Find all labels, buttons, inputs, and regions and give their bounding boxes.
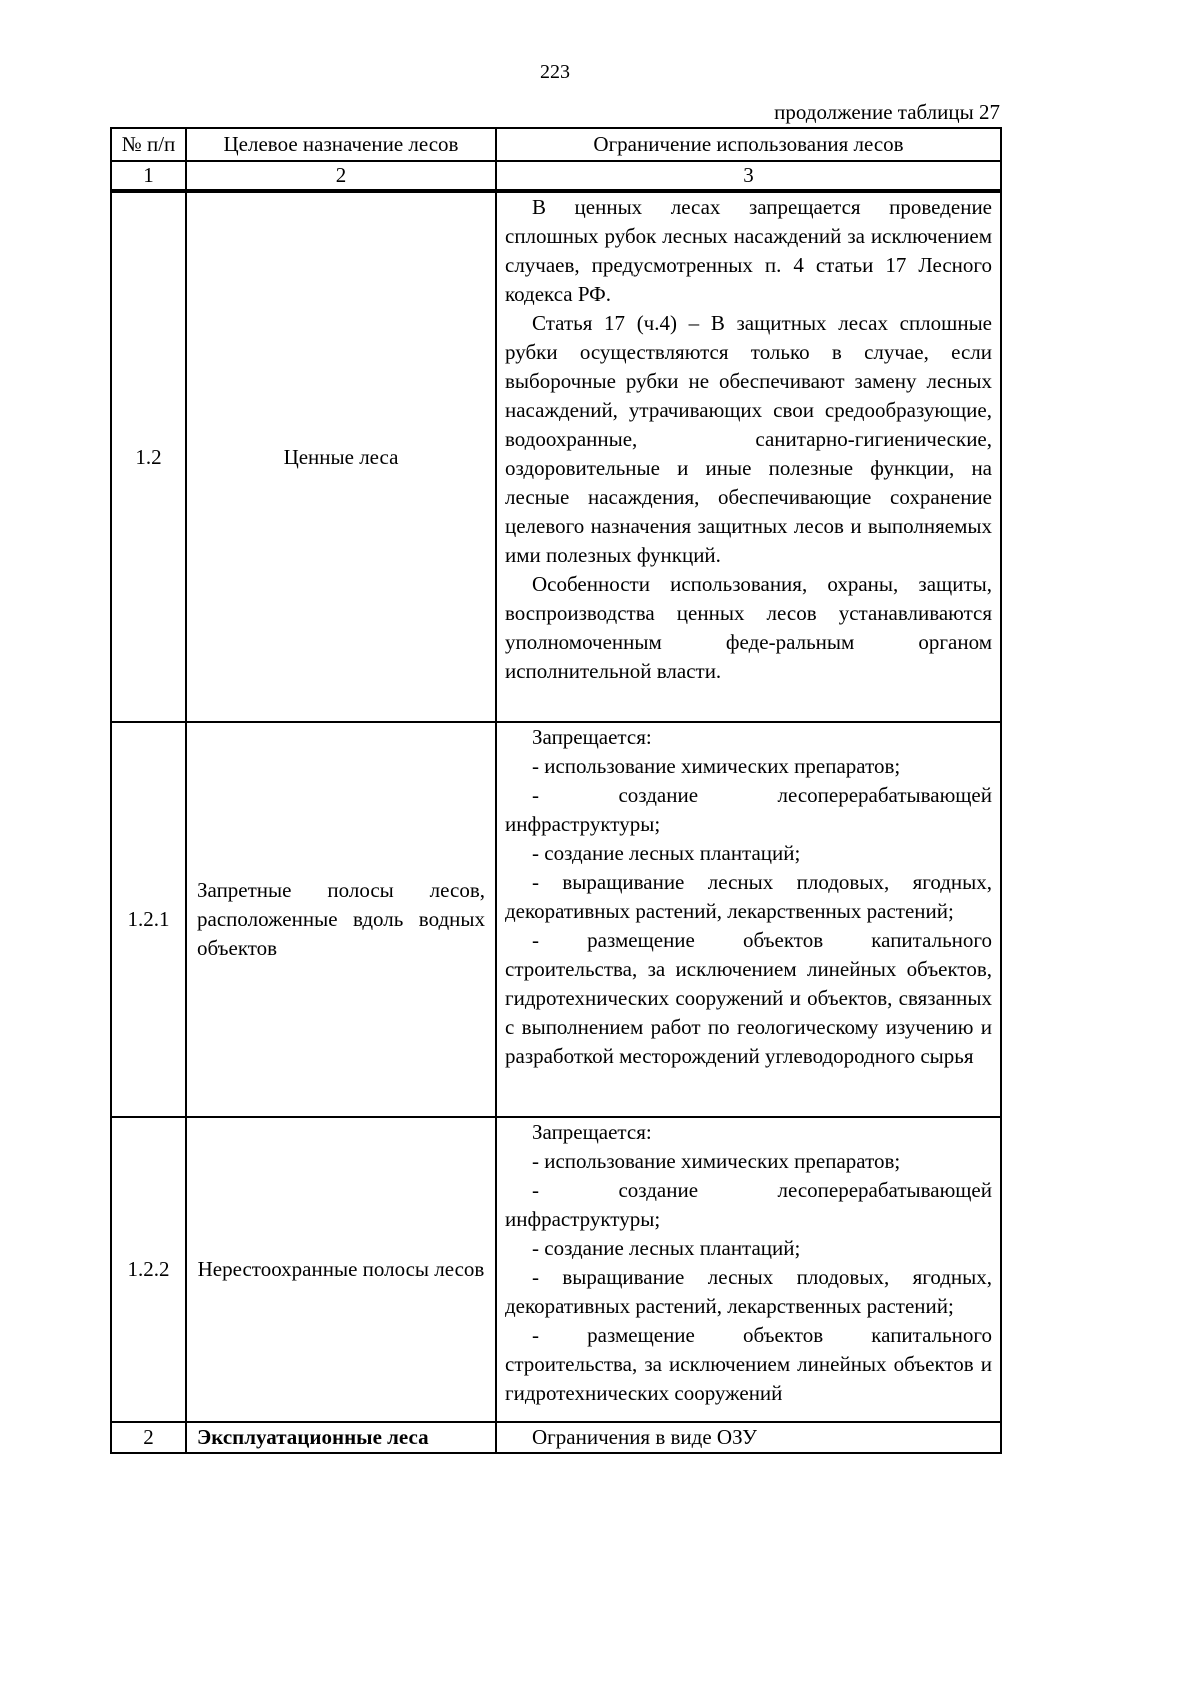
column-number-3: 3 (496, 161, 1001, 191)
header-cell-restrictions: Ограничение использования лесов (496, 128, 1001, 161)
header-row (111, 128, 1001, 161)
row-number-cell: 2 (111, 1422, 186, 1453)
restriction-paragraph: Особенности использования, охраны, защиты, воспроизводства ценных лесов устанавливаются уполномоченным феде-ральным органом исполнительной власти. (505, 572, 992, 683)
forest-restrictions-table (110, 127, 1002, 1454)
restriction-list-item: - выращивание лесных плодовых, ягодных, декоративных растений, лекарственных растений; (505, 1265, 992, 1318)
restriction-paragraph: Ограничения в виде ОЗУ (532, 1425, 757, 1449)
restriction-paragraph: Запрещается: (532, 725, 652, 749)
row-number-cell: 1.2.1 (111, 722, 186, 1117)
restriction-list-item: - размещение объектов капитального строительства, за исключением линейных объектов и гидротехнических сооружений (505, 1323, 992, 1405)
restrictions-cell (496, 1117, 1001, 1422)
table-row-2 (111, 1422, 1001, 1453)
restriction-list-item: - создание лесных плантаций; (532, 841, 801, 865)
table-row-1-2-1 (111, 722, 1001, 1117)
table-header (111, 128, 1001, 191)
restrictions-cell (496, 191, 1001, 722)
restriction-list-item: - создание лесоперерабатывающей инфраструктуры; (505, 1178, 992, 1231)
forest-purpose-cell: Нерестоохранные полосы лесов (186, 1117, 496, 1422)
table-row-1-2 (111, 191, 1001, 722)
forest-purpose-cell: Эксплуатационные леса (186, 1422, 496, 1453)
table-row-1-2-2 (111, 1117, 1001, 1422)
forest-purpose-cell: Ценные леса (186, 191, 496, 722)
restriction-list-item: - создание лесных плантаций; (532, 1236, 801, 1260)
restriction-list-item: - создание лесоперерабатывающей инфраструктуры; (505, 783, 992, 836)
restriction-paragraph: Статья 17 (ч.4) – В защитных лесах сплошные рубки осуществляются только в случае, если выборочные рубки не обеспечивают замену лесных насаждений, утрачивающих свои средообразующие, водоохранные, санитарно-гигиенические, оздоровительные и иные полезные функции, на лесные насаждения, обеспечивающие сохранение целевого назначения защитных лесов и выполняемых ими полезных функций. (505, 311, 992, 567)
table-caption: продолжение таблицы 27 (774, 100, 1000, 124)
column-numbering-row (111, 161, 1001, 191)
restrictions-cell (496, 1422, 1001, 1453)
restriction-list-item: - выращивание лесных плодовых, ягодных, декоративных растений, лекарственных растений; (505, 870, 992, 923)
forest-purpose-cell: Запретные полосы лесов, расположенные вдоль водных объектов (186, 722, 496, 1117)
restrictions-cell (496, 722, 1001, 1117)
row-number-cell: 1.2 (111, 191, 186, 722)
page-number: 223 (540, 61, 570, 83)
column-number-2: 2 (186, 161, 496, 191)
header-cell-purpose: Целевое назначение лесов (186, 128, 496, 161)
restriction-list-item: - использование химических препаратов; (532, 1149, 901, 1173)
header-cell-number: № п/п (111, 128, 186, 161)
column-number-1: 1 (111, 161, 186, 191)
restriction-paragraph: Запрещается: (532, 1120, 652, 1144)
restriction-list-item: - использование химических препаратов; (532, 754, 901, 778)
row-number-cell: 1.2.2 (111, 1117, 186, 1422)
restriction-paragraph: В ценных лесах запрещается проведение сплошных рубок лесных насаждений за исключением случаев, предусмотренных п. 4 статьи 17 Лесного кодекса РФ. (505, 195, 992, 306)
restriction-list-item: - размещение объектов капитального строительства, за исключением линейных объектов, гидротехнических сооружений и объектов, связанных с выполнением работ по геологическому изучению и разработкой месторождений углеводородного сырья (505, 928, 992, 1068)
table-body (111, 191, 1001, 1453)
